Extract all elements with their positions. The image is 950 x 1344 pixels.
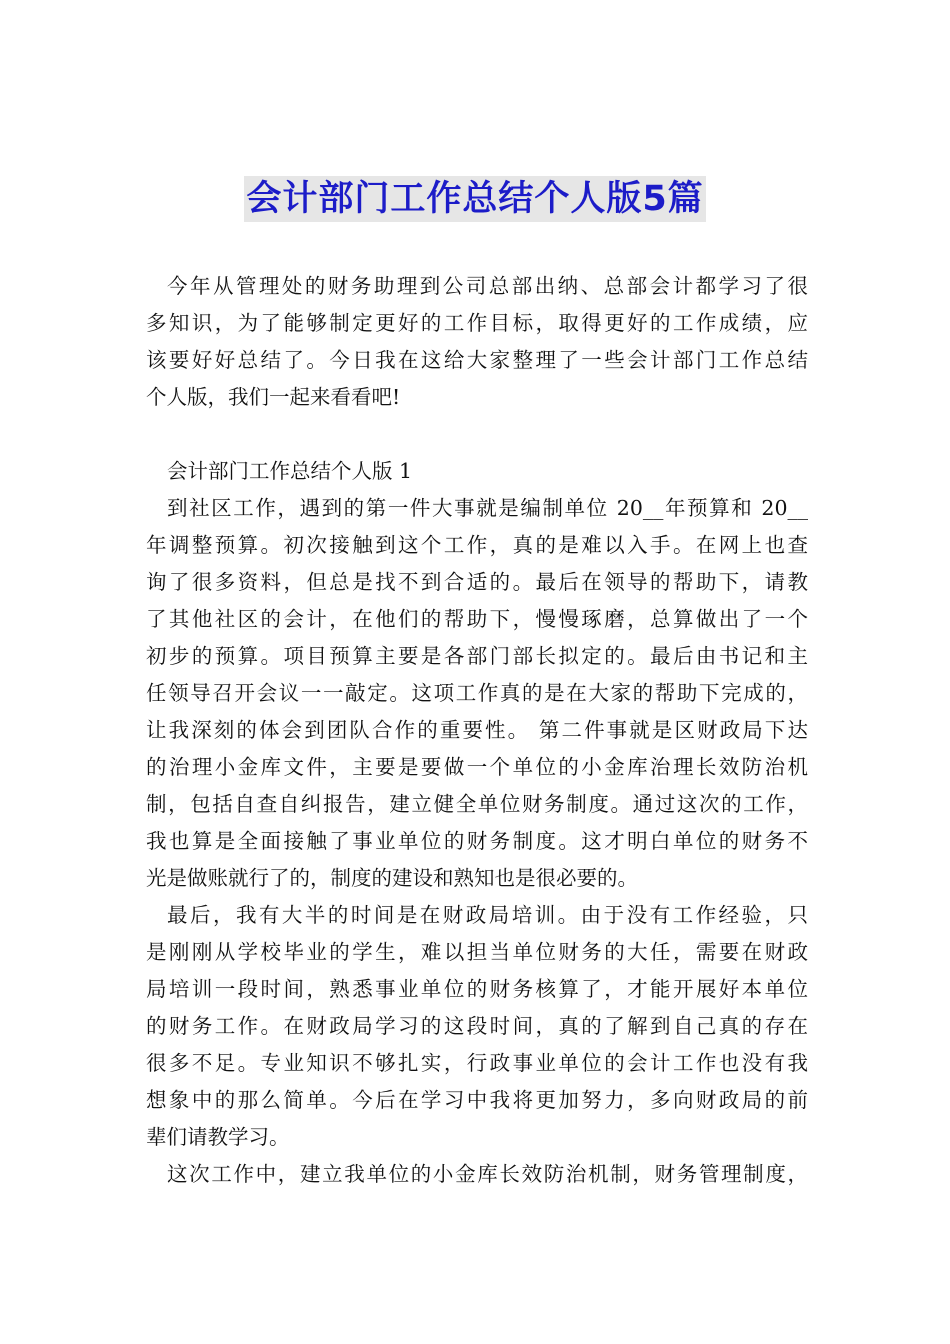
section1-paragraph-1 xyxy=(146,490,808,897)
intro-paragraph xyxy=(146,268,808,416)
paragraph-line: 年调整预算。初次接触到这个工作，真的是难以入手。在网上也查 xyxy=(146,533,808,557)
document-title xyxy=(0,176,950,222)
paragraph-spacer xyxy=(146,416,808,453)
paragraph-line: 任领导召开会议一一敲定。这项工作真的是在大家的帮助下完成的， xyxy=(146,681,808,705)
intro-line: 个人版，我们一起来看看吧! xyxy=(146,385,401,409)
section1-paragraph-3 xyxy=(146,1156,808,1193)
paragraph-line: 这次工作中，建立我单位的小金库长效防治机制，财务管理制度， xyxy=(167,1162,808,1186)
paragraph-line: 很多不足。专业知识不够扎实，行政事业单位的会计工作也没有我 xyxy=(146,1051,808,1075)
section-heading: 会计部门工作总结个人版 1 xyxy=(167,459,413,483)
intro-line: 该要好好总结了。今日我在这给大家整理了一些会计部门工作总结 xyxy=(146,348,808,372)
paragraph-line: 初步的预算。项目预算主要是各部门部长拟定的。最后由书记和主 xyxy=(146,644,808,668)
paragraph-line: 的财务工作。在财政局学习的这段时间，真的了解到自己真的存在 xyxy=(146,1014,808,1038)
paragraph-line: 我也算是全面接触了事业单位的财务制度。这才明白单位的财务不 xyxy=(146,829,808,853)
paragraph-line: 让我深刻的体会到团队合作的重要性。 第二件事就是区财政局下达 xyxy=(146,718,808,742)
paragraph-line: 制，包括自查自纠报告，建立健全单位财务制度。通过这次的工作， xyxy=(146,792,808,816)
paragraph-line: 光是做账就行了的，制度的建设和熟知也是很必要的。 xyxy=(146,866,638,890)
paragraph-line: 想象中的那么简单。今后在学习中我将更加努力，多向财政局的前 xyxy=(146,1088,808,1112)
paragraph-line: 的治理小金库文件，主要是要做一个单位的小金库治理长效防治机 xyxy=(146,755,808,779)
section1-paragraph-2 xyxy=(146,897,808,1156)
paragraph-line: 是刚刚从学校毕业的学生，难以担当单位财务的大任，需要在财政 xyxy=(146,940,808,964)
document-body xyxy=(146,268,808,1193)
paragraph-line: 询了很多资料，但总是找不到合适的。最后在领导的帮助下，请教 xyxy=(146,570,808,594)
paragraph-line: 到社区工作，遇到的第一件大事就是编制单位 20__年预算和 20__ xyxy=(167,496,808,520)
paragraph-line: 辈们请教学习。 xyxy=(146,1125,290,1149)
intro-line: 今年从管理处的财务助理到公司总部出纳、总部会计都学习了很 xyxy=(167,274,808,298)
paragraph-line: 了其他社区的会计，在他们的帮助下，慢慢琢磨，总算做出了一个 xyxy=(146,607,808,631)
intro-line: 多知识，为了能够制定更好的工作目标，取得更好的工作成绩，应 xyxy=(146,311,808,335)
document-title-text: 会计部门工作总结个人版5篇 xyxy=(244,176,705,222)
paragraph-line: 局培训一段时间，熟悉事业单位的财务核算了，才能开展好本单位 xyxy=(146,977,808,1001)
paragraph-line: 最后，我有大半的时间是在财政局培训。由于没有工作经验，只 xyxy=(167,903,808,927)
